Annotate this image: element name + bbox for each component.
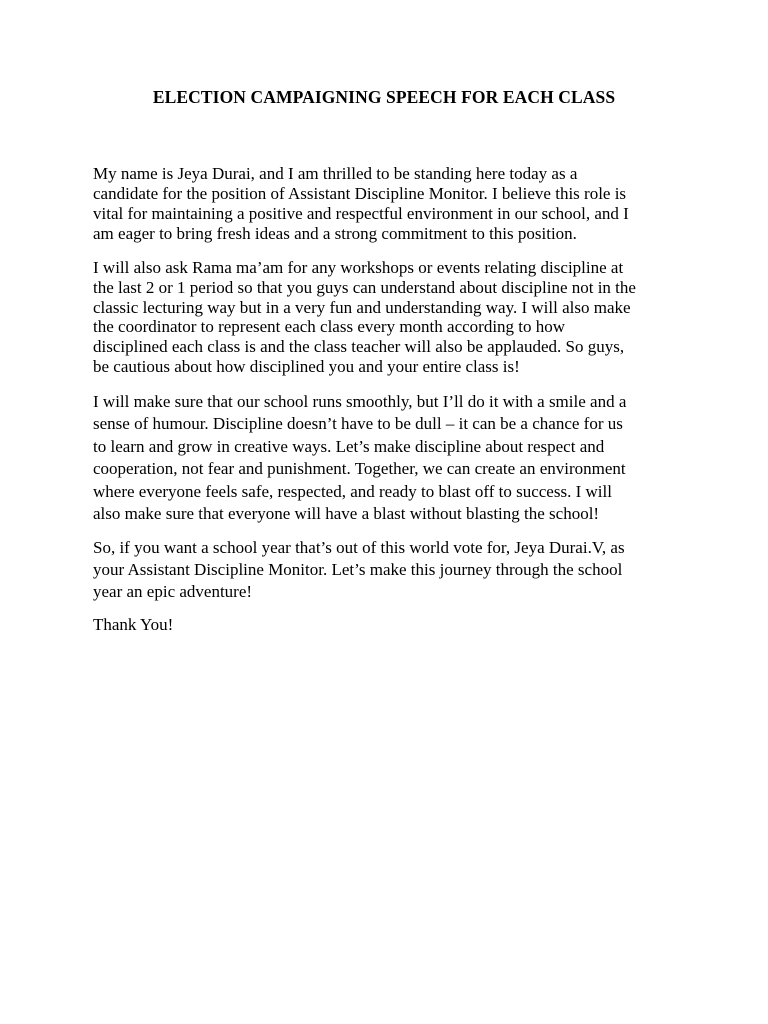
text-line: to learn and grow in creative ways. Let’s make discipline about respect and (93, 436, 605, 456)
text-line: I will also ask Rama ma’am for any workshops or events relating discipline at (93, 258, 624, 278)
text-line: where everyone feels safe, respected, and ready to blast off to success. I will (93, 481, 612, 501)
paragraph-introduction (93, 164, 673, 244)
text-line: classic lecturing way but in a very fun and understanding way. I will also make (93, 297, 631, 317)
text-line: I will make sure that our school runs smoothly, but I’ll do it with a smile and a (93, 391, 627, 411)
text-line: am eager to bring fresh ideas and a strong commitment to this position. (93, 223, 577, 243)
text-line: year an epic adventure! (93, 582, 253, 602)
text-line: cooperation, not fear and punishment. Together, we can create an environment (93, 459, 626, 479)
paragraph-discipline-approach (93, 391, 673, 526)
paragraph-vote-appeal (93, 537, 673, 604)
text-line: your Assistant Discipline Monitor. Let’s make this journey through the school (93, 560, 623, 580)
paragraph-closing (93, 614, 673, 636)
paragraph-workshops (93, 258, 673, 376)
text-line: vital for maintaining a positive and respectful environment in our school, and I (93, 203, 629, 223)
text-line: My name is Jeya Durai, and I am thrilled to be standing here today as a (93, 164, 578, 183)
document-title: ELECTION CAMPAIGNING SPEECH FOR EACH CLASS (152, 87, 616, 107)
document-body (93, 164, 673, 636)
text-line: the last 2 or 1 period so that you guys can understand about discipline not in the (93, 277, 636, 297)
text-line: be cautious about how disciplined you and your entire class is! (93, 356, 520, 376)
text-line: So, if you want a school year that’s out of this world vote for, Jeya Durai.V, as (93, 537, 625, 557)
text-line: Thank You! (93, 614, 174, 634)
text-line: disciplined each class is and the class teacher will also be applauded. So guys, (93, 336, 625, 356)
text-line: sense of humour. Discipline doesn’t have to be dull – it can be a chance for us (93, 414, 623, 434)
text-line: also make sure that everyone will have a blast without blasting the school! (93, 504, 600, 524)
text-line: candidate for the position of Assistant Discipline Monitor. I believe this role is (93, 183, 627, 203)
text-line: the coordinator to represent each class every month according to how (93, 317, 566, 337)
